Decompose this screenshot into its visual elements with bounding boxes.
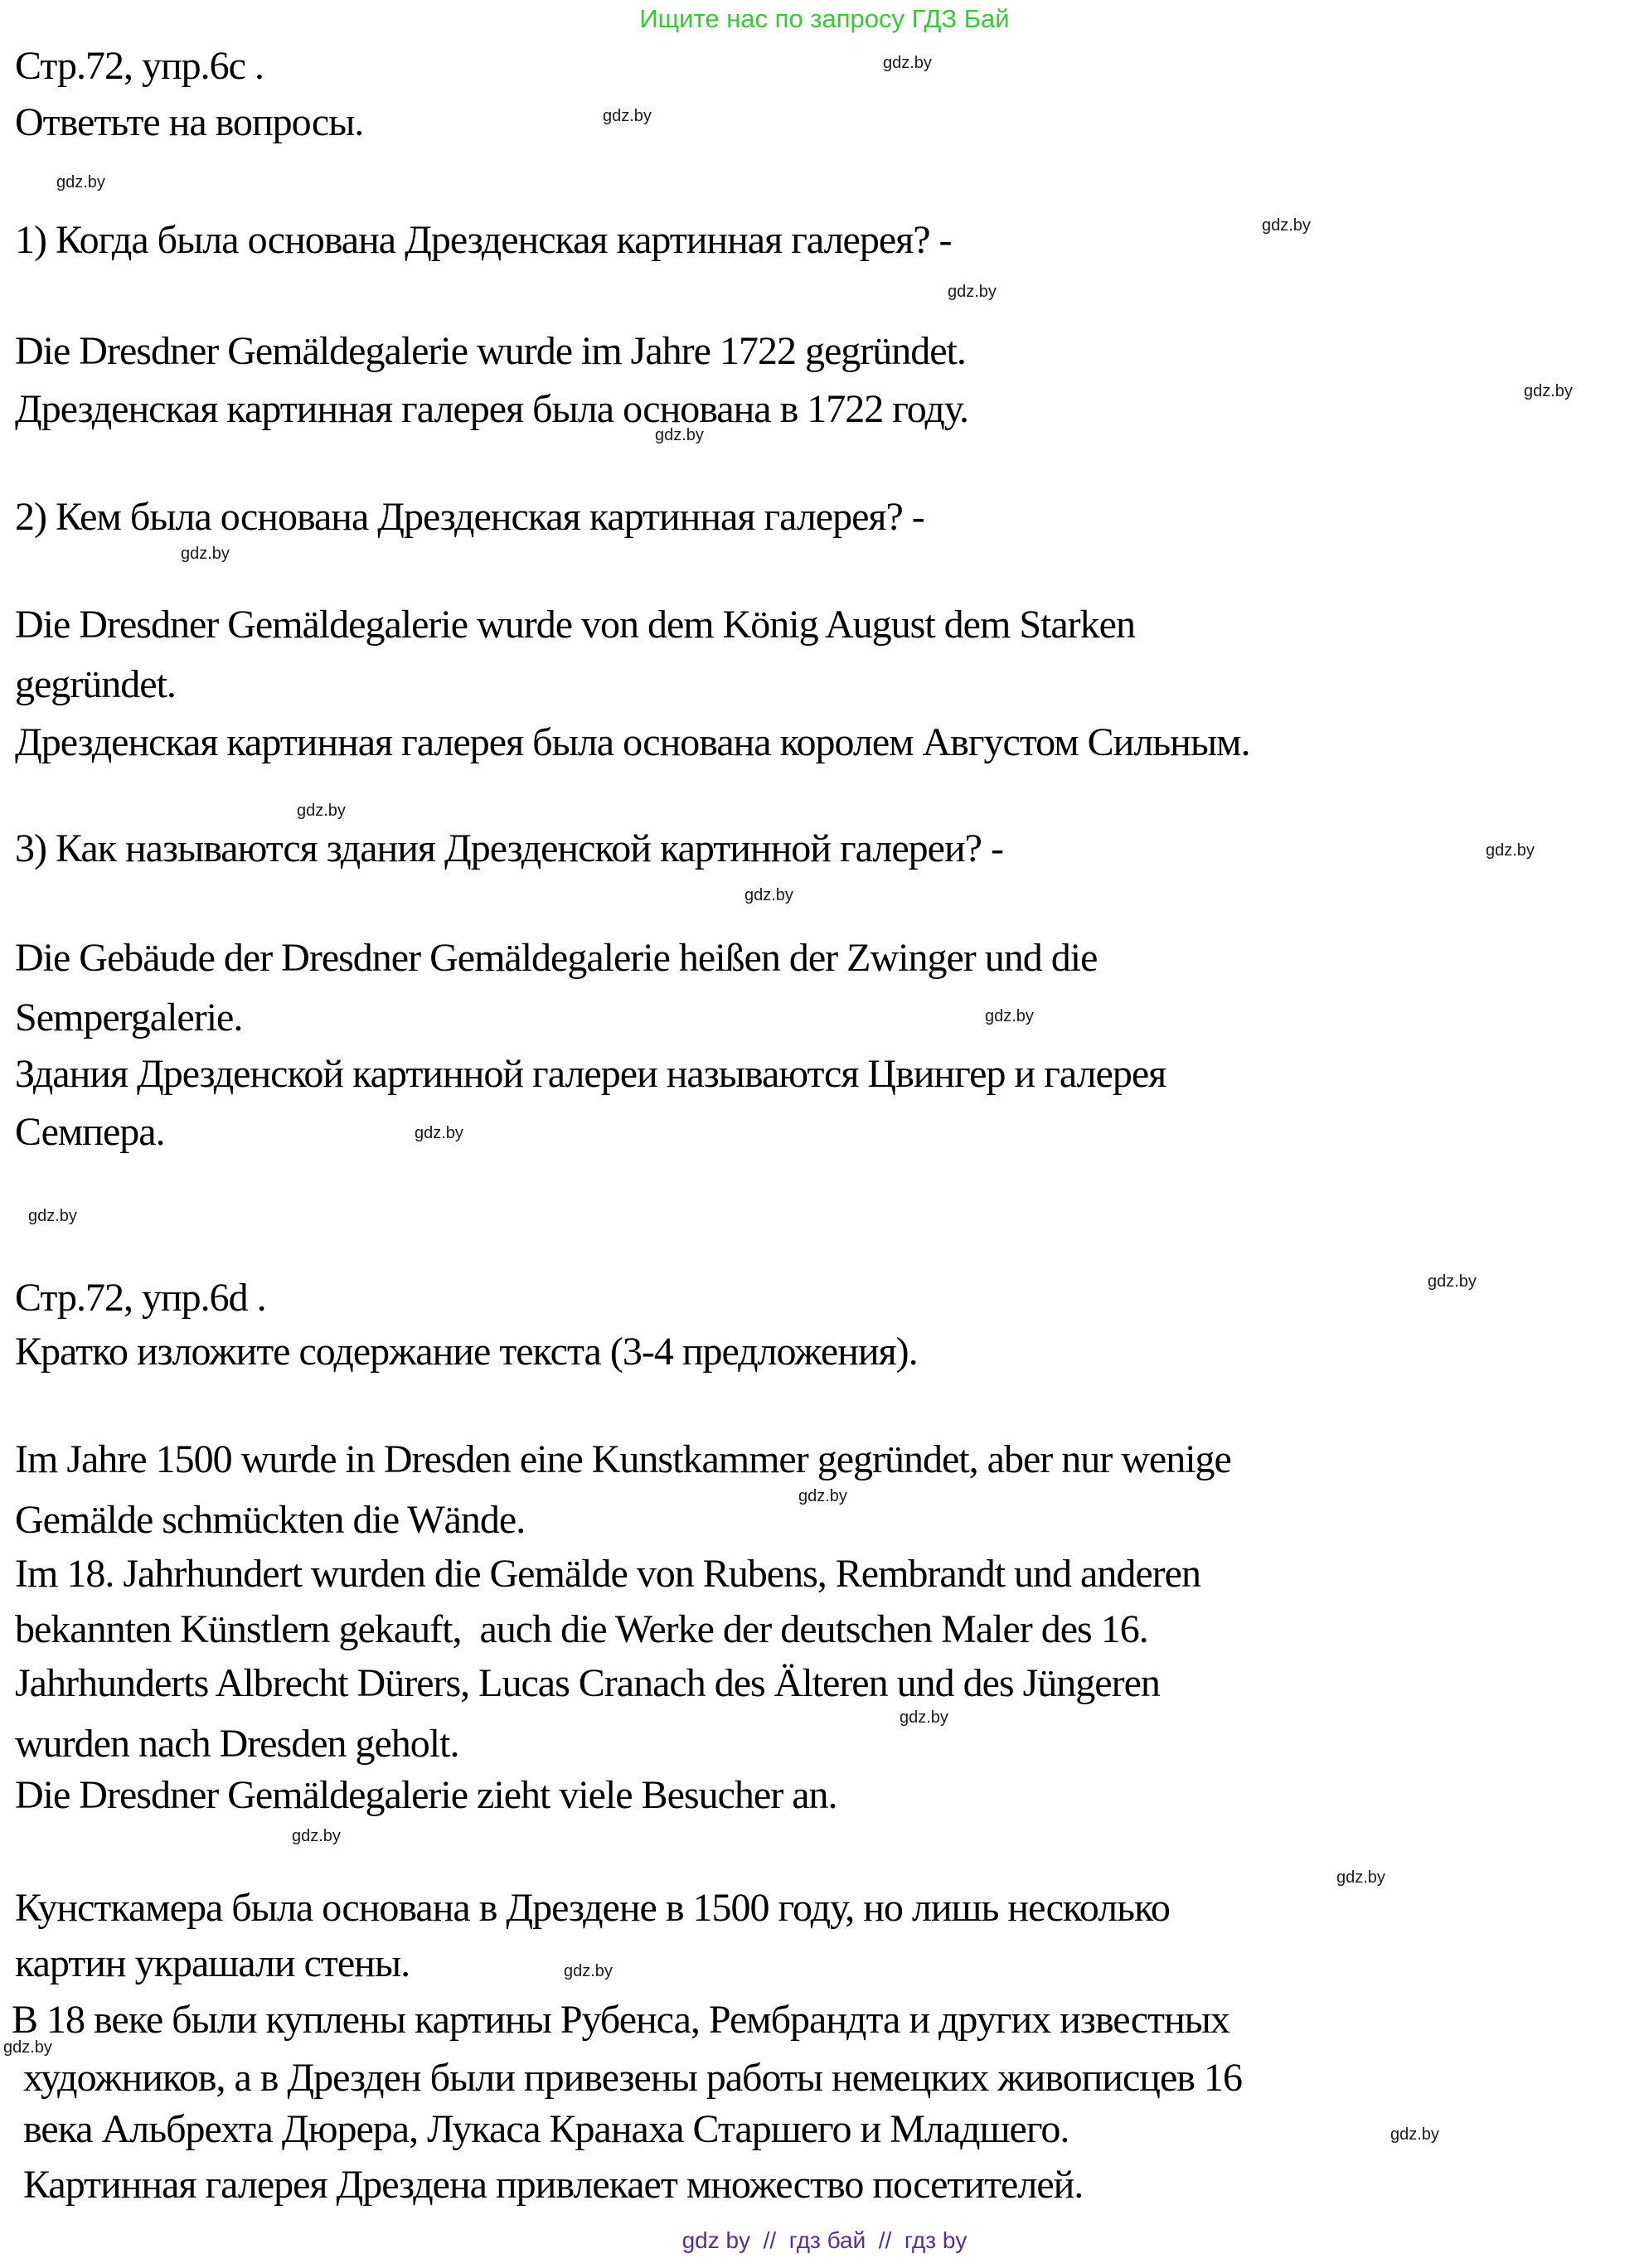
- answer-2-de-line2: gegründet.: [15, 662, 176, 706]
- summary-de-line2: Gemälde schmückten die Wände.: [15, 1498, 526, 1542]
- task-ex6d: Кратко изложите содержание текста (3-4 предложения).: [15, 1330, 918, 1374]
- watermark: gdz.by: [28, 1207, 77, 1225]
- summary-de-line4: bekannten Künstlern gekauft, auch die Werke der deutschen Maler des 16.: [15, 1607, 1148, 1651]
- answer-3-ru-line1: Здания Дрезденской картинной галереи называются Цвингер и галерея: [15, 1052, 1166, 1096]
- promo-banner: Ищите нас по запросу ГДЗ Бай: [639, 4, 1010, 33]
- answer-3-ru-line2: Семпера.: [15, 1110, 165, 1154]
- header-ex6d: Стр.72, упр.6d .: [15, 1276, 266, 1320]
- summary-ru-line3: В 18 веке были куплены картины Рубенса, Рембрандта и других известных: [12, 1998, 1229, 2042]
- watermark: gdz.by: [56, 173, 105, 191]
- watermark: gdz.by: [181, 545, 230, 563]
- summary-ru-line6: Картинная галерея Дрездена привлекает множество посетителей.: [23, 2163, 1084, 2207]
- summary-ru-line1: Кунсткамера была основана в Дрездене в 1500 году, но лишь несколько: [15, 1886, 1170, 1930]
- watermark: gdz.by: [1524, 382, 1573, 400]
- answer-2-de-line1: Die Dresdner Gemäldegalerie wurde von dem König August dem Starken: [15, 603, 1135, 647]
- watermark: gdz.by: [297, 802, 346, 820]
- summary-de-line7: Die Dresdner Gemäldegalerie zieht viele Besucher an.: [15, 1773, 837, 1817]
- answer-3-de-line2: Sempergalerie.: [15, 996, 243, 1040]
- answer-3-de-line1: Die Gebäude der Dresdner Gemäldegalerie heißen der Zwinger und die: [15, 936, 1098, 980]
- watermark: gdz.by: [564, 1962, 613, 1980]
- answer-1-de: Die Dresdner Gemäldegalerie wurde im Jahre 1722 gegründet.: [15, 329, 966, 373]
- question-1: 1) Когда была основана Дрезденская картинная галерея? -: [15, 218, 961, 262]
- watermark: gdz.by: [292, 1827, 341, 1845]
- watermark: gdz.by: [655, 426, 704, 444]
- watermark: gdz.by: [744, 886, 793, 904]
- answer-1-ru: Дрезденская картинная галерея была основана в 1722 году.: [15, 387, 968, 431]
- watermark: gdz.by: [415, 1124, 463, 1142]
- summary-de-line5: Jahrhunderts Albrecht Dürers, Lucas Cranach des Älteren und des Jüngeren: [15, 1661, 1160, 1705]
- watermark: gdz.by: [1262, 216, 1311, 235]
- question-2: 2) Кем была основана Дрезденская картинная галерея? -: [15, 495, 924, 539]
- watermark: gdz.by: [1390, 2125, 1439, 2144]
- watermark: gdz.by: [900, 1708, 948, 1727]
- watermark: gdz.by: [1486, 841, 1535, 860]
- summary-ru-line2: картин украшали стены.: [15, 1941, 410, 1985]
- answer-2-ru: Дрезденская картинная галерея была основана королем Августом Сильным.: [15, 720, 1250, 764]
- summary-de-line6: wurden nach Dresden geholt.: [15, 1722, 459, 1766]
- summary-de-line3: Im 18. Jahrhundert wurden die Gemälde von Rubens, Rembrandt und anderen: [15, 1552, 1200, 1596]
- footer-site-links: gdz by // гдз бай // гдз by: [681, 2227, 968, 2253]
- watermark: gdz.by: [948, 283, 997, 301]
- summary-ru-line4: художников, а в Дрезден были привезены работы немецких живописцев 16: [23, 2056, 1242, 2100]
- watermark: gdz.by: [3, 2038, 52, 2057]
- task-ex6c: Ответьте на вопросы.: [15, 100, 364, 144]
- watermark: gdz.by: [985, 1007, 1034, 1025]
- header-ex6c: Стр.72, упр.6c .: [15, 44, 264, 88]
- watermark: gdz.by: [1428, 1272, 1477, 1291]
- watermark: gdz.by: [798, 1487, 847, 1505]
- summary-de-line1: Im Jahre 1500 wurde in Dresden eine Kunstkammer gegründet, aber nur wenige: [15, 1437, 1231, 1481]
- summary-ru-line5: века Альбрехта Дюрера, Лукаса Кранаха Старшего и Младшего.: [23, 2107, 1069, 2151]
- watermark: gdz.by: [1336, 1868, 1385, 1887]
- watermark: gdz.by: [603, 107, 652, 125]
- question-3: 3) Как называются здания Дрезденской картинной галереи? -: [15, 826, 1003, 870]
- watermark: gdz.by: [883, 54, 932, 72]
